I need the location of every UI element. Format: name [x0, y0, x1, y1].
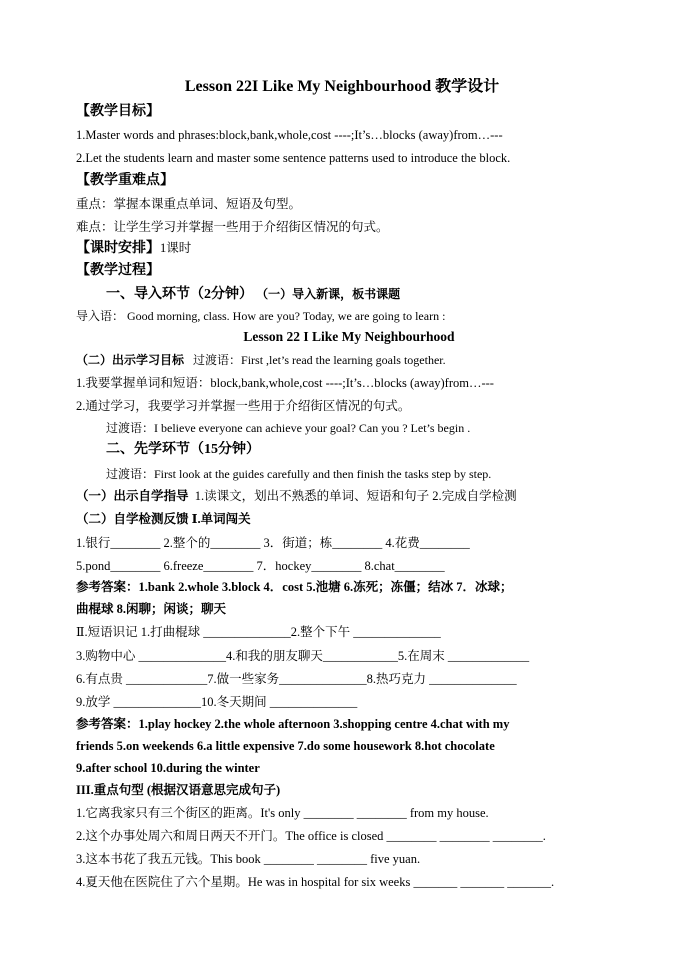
section-teaching-process: 【教学过程】	[76, 263, 160, 278]
transition-guides: 过渡语：First look at the guides carefully and then finish the tasks step by step.	[106, 467, 492, 481]
sentence-item-3: 3.这本书花了我五元钱。This book ________ ________ five yuan.	[76, 852, 421, 866]
learning-goals-label: （二）出示学习目标	[76, 353, 185, 367]
self-study-guide-line	[76, 487, 622, 505]
difficult-point: 难点：让学生学习并掌握一些用于介绍街区情况的句式。	[76, 220, 389, 234]
class-hours-label: 【课时安排】	[76, 241, 160, 256]
sentence-item-1: 1.它离我家只有三个街区的距离。It's only ________ ________ from my house.	[76, 806, 489, 820]
goal-item-2: 2.Let the students learn and master some sentence patterns used to introduce the block.	[76, 151, 511, 165]
sentence-item-2: 2.这个办事处周六和周日两天不开门。The office is closed ________ ________ ________.	[76, 829, 546, 843]
step1-heading: 一、导入环节（2分钟）	[106, 287, 253, 302]
document-title: Lesson 22I Like My Neighbourhood 教学设计	[184, 78, 500, 95]
sentence-item-4: 4.夏天他在医院住了六个星期。He was in hospital for six weeks _______ _______ _______.	[76, 875, 555, 889]
sentence-heading: III.重点句型 (根据汉语意思完成句子)	[76, 783, 281, 797]
class-hours-value: 1课时	[160, 241, 192, 255]
goal-item-1: 1.Master words and phrases:block,bank,whole,cost ----;It’s…blocks (away)from…---	[76, 128, 503, 142]
vocab-answer-line-2: 曲棍球 8.闲聊；闲谈；聊天	[76, 602, 227, 616]
phrase-row-1: 3.购物中心 ______________4.和我的朋友聊天____________5.在周末 _____________	[76, 649, 530, 663]
intro-speech: 导入语： Good morning, class. How are you? Today, we are going to learn :	[76, 309, 446, 323]
vocab-row-2: 5.pond________ 6.freeze________ 7．hockey________ 8.chat________	[76, 559, 445, 573]
learning-goals-transition: 过渡语：First ,let’s read the learning goals together.	[193, 353, 446, 367]
section-class-hours	[76, 239, 622, 258]
phrase-answer-line-1: 参考答案：1.play hockey 2.the whole afternoon 3.shopping centre 4.chat with my	[76, 717, 510, 731]
vocab-row-1: 1.银行________ 2.整个的________ 3．街道；栋________ 4.花费________	[76, 536, 470, 550]
section-teaching-goals: 【教学目标】	[76, 104, 160, 119]
learning-goals-line	[76, 351, 622, 369]
self-check-heading: （二）自学检测反馈 Ⅰ.单词闯关	[76, 512, 251, 526]
phrase-row-2: 6.有点贵 _____________7.做一些家务______________8.热巧克力 ______________	[76, 672, 517, 686]
key-point: 重点：掌握本课重点单词、短语及句型。	[76, 197, 302, 211]
lesson-title-line: Lesson 22 I Like My Neighbourhood	[243, 329, 455, 344]
self-study-guide-text: 1.读课文，划出不熟悉的单词、短语和句子 2.完成自学检测	[194, 489, 517, 503]
section-key-points: 【教学重难点】	[76, 173, 174, 188]
learning-goal-1: 1.我要掌握单词和短语：block,bank,whole,cost ----;It’s…blocks (away)from…---	[76, 376, 494, 390]
phrase-answer-line-2: friends 5.on weekends 6.a little expensive 7.do some housework 8.hot chocolate	[76, 739, 495, 753]
step2-heading: 二、先学环节（15分钟）	[106, 442, 260, 457]
phrase-heading-row: Ⅱ.短语识记 1.打曲棍球 ______________2.整个下午 ______________	[76, 625, 441, 639]
step1-subheading: （一）导入新课，板书课题	[256, 287, 401, 301]
vocab-answer-line-1: 参考答案：1.bank 2.whole 3.block 4．cost 5.池塘 6.冻死；冻僵；结冰 7．冰球；	[76, 580, 513, 594]
phrase-row-3: 9.放学 ______________10.冬天期间 ______________	[76, 695, 358, 709]
transition-believe: 过渡语：I believe everyone can achieve your goal? Can you ? Let’s begin .	[106, 421, 471, 435]
phrase-answer-line-3: 9.after school 10.during the winter	[76, 761, 260, 775]
self-study-guide-label: （一）出示自学指导	[76, 489, 189, 503]
learning-goal-2: 2.通过学习，我要学习并掌握一些用于介绍街区情况的句式。	[76, 399, 411, 413]
step1-line	[106, 285, 622, 304]
